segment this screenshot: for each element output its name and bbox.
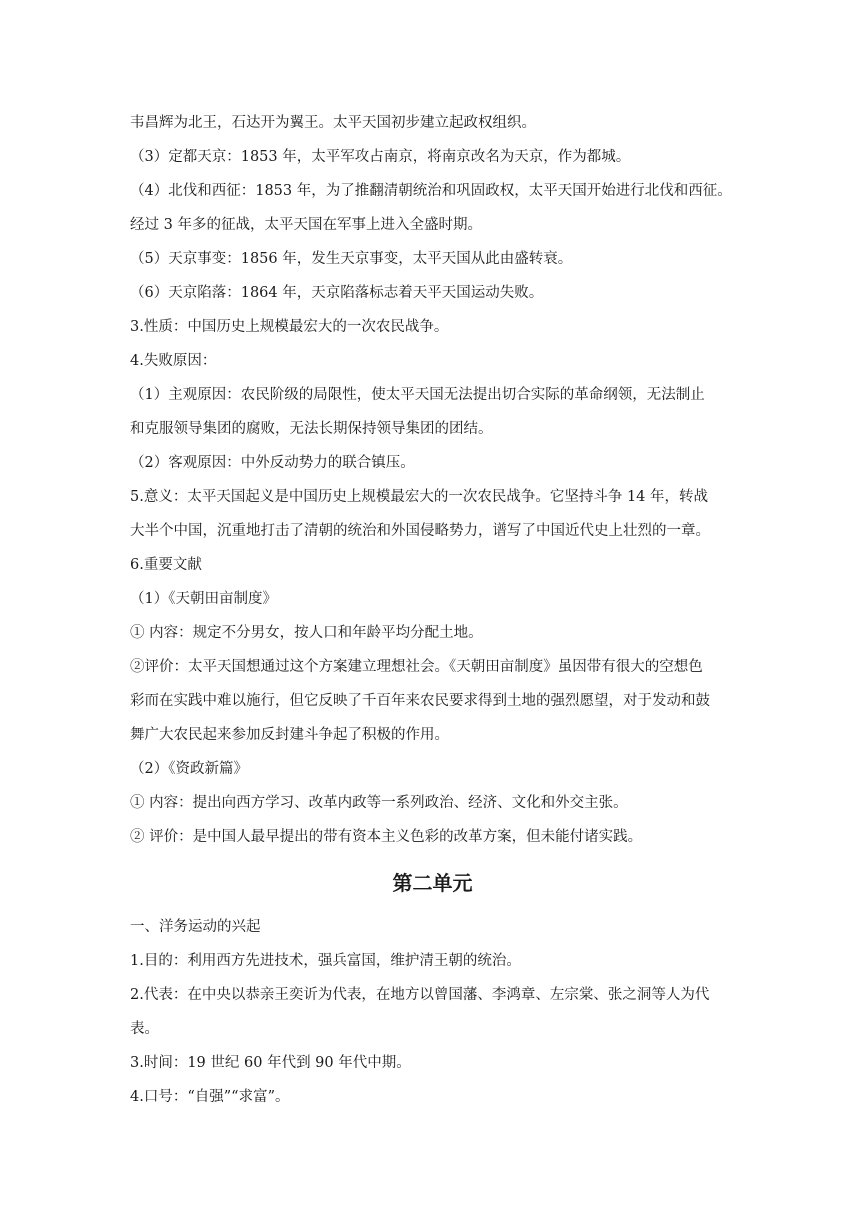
section-heading: 第二单元 [392,871,473,895]
text-line: 3.时间：19 世纪 60 年代到 90 年代中期。 [130,1055,411,1071]
text-line: ① 内容：提出向西方学习、改革内政等一系列政治、经济、文化和外交主张。 [130,795,628,811]
text-line: 舞广大农民起来参加反封建斗争起了积极的作用。 [130,727,449,743]
document-body [130,106,735,1114]
text-line: 一、洋务运动的兴起 [130,919,261,935]
text-line: ②评价：太平天国想通过这个方案建立理想社会。《天朝田亩制度》虽因带有很大的空想色 [130,659,703,675]
text-line: 表。 [130,1021,159,1037]
text-line: 1.目的：利用西方先进技术，强兵富国，维护清王朝的统治。 [130,953,521,969]
text-line: （2）《资政新篇》 [130,761,248,777]
text-line: 5.意义：太平天国起义是中国历史上规模最宏大的一次农民战争。它坚持斗争 14 年，转战 [130,489,708,505]
text-line: 彩而在实践中难以施行，但它反映了千百年来农民要求得到土地的强烈愿望，对于发动和鼓 [130,693,710,709]
text-line: （4）北伐和西征：1853 年，为了推翻清朝统治和巩固政权，太平天国开始进行北伐和西征。 [130,183,732,199]
text-line: （2）客观原因：中外反动势力的联合镇压。 [130,455,415,471]
text-line: 4.失败原因： [130,353,217,369]
text-line: 和克服领导集团的腐败，无法长期保持领导集团的团结。 [130,421,493,437]
text-line: （1）《天朝田亩制度》 [130,591,277,607]
text-line: 6.重要文献 [130,557,202,573]
text-line: 3.性质：中国历史上规模最宏大的一次农民战争。 [130,319,449,335]
text-line: （3）定都天京：1853 年，太平军攻占南京，将南京改名为天京，作为都城。 [130,149,631,165]
text-line: 大半个中国，沉重地打击了清朝的统治和外国侵略势力，谱写了中国近代史上壮烈的一章。 [130,523,710,539]
text-line: 4.口号：“自强”“求富”。 [130,1089,290,1105]
text-line: 韦昌辉为北王，石达开为翼王。太平天国初步建立起政权组织。 [130,115,536,131]
text-line: （5）天京事变：1856 年，发生天京事变，太平天国从此由盛转衰。 [130,251,573,267]
text-line: 经过 3 年多的征战，太平天国在军事上进入全盛时期。 [130,217,482,233]
text-line: ① 内容：规定不分男女，按人口和年龄平均分配土地。 [130,625,483,641]
text-line: 2.代表：在中央以恭亲王奕䜣为代表，在地方以曾国藩、李鸿章、左宗棠、张之洞等人为代 [130,987,710,1003]
text-line: （6）天京陷落：1864 年，天京陷落标志着天平天国运动失败。 [130,285,544,301]
text-line: ② 评价：是中国人最早提出的带有资本主义色彩的改革方案，但未能付诸实践。 [130,829,643,845]
text-line: （1）主观原因：农民阶级的局限性，使太平天国无法提出切合实际的革命纲领，无法制止 [130,387,705,403]
